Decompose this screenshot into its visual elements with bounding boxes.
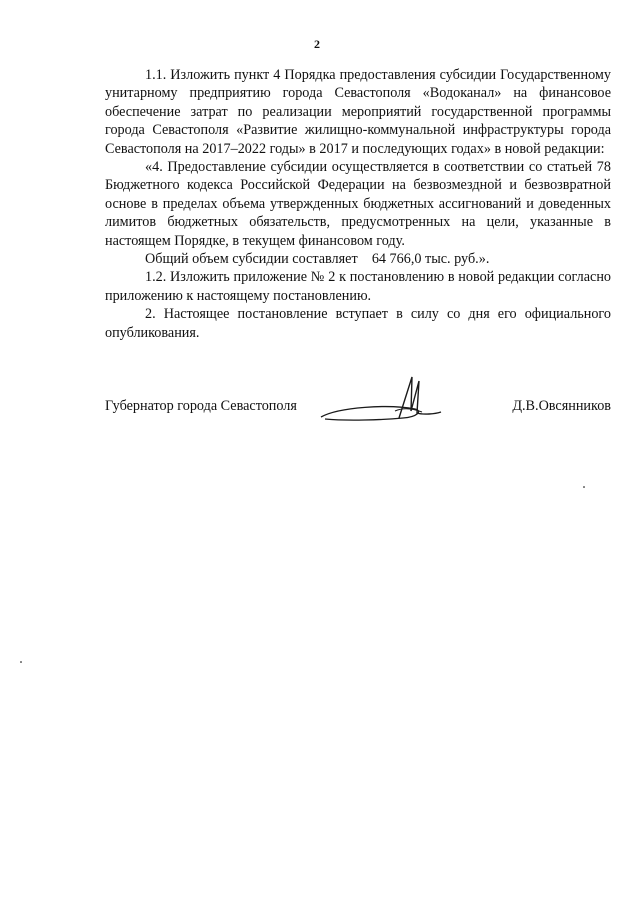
scan-speck (20, 661, 22, 663)
paragraph-1-2: 1.2. Изложить приложение № 2 к постановлению в новой редакции согласно приложению к настоящему постановлению. (105, 269, 611, 304)
signatory-name: Д.В.Овсянников (512, 398, 611, 414)
paragraph-2: 2. Настоящее постановление вступает в силу со дня его официального опубликования. (105, 306, 611, 341)
paragraph-quoted-point-4: «4. Предоставление субсидии осуществляется в соответствии со статьей 78 Бюджетного кодекса Российской Федерации на безвозмездной и безвозвратной основе в пределах объема утвержденных бюджетных ассигнований и доведенных лимитов бюджетных обязательств, предусмотренных на цели, указанные в настоящем Порядке, в текущем финансовом году. (105, 159, 611, 249)
scan-speck (583, 486, 585, 488)
paragraph-1-1: 1.1. Изложить пункт 4 Порядка предоставления субсидии Государственному унитарному предприятию города Севастополя «Водоканал» на финансовое обеспечение затрат по реализации мероприятий государственной программы города Севастополя «Развитие жилищно-коммунальной инфраструктуры города Севастополя на 2017–2022 годы» в 2017 и последующих годах» в новой редакции: (105, 67, 611, 157)
handwritten-signature (319, 371, 449, 431)
page-number: 2 (314, 37, 320, 51)
document-body (105, 66, 611, 342)
signature-block (105, 398, 611, 428)
signatory-title: Губернатор города Севастополя (105, 398, 297, 414)
paragraph-subsidy-total: Общий объем субсидии составляет 64 766,0 тыс. руб.». (145, 251, 490, 268)
